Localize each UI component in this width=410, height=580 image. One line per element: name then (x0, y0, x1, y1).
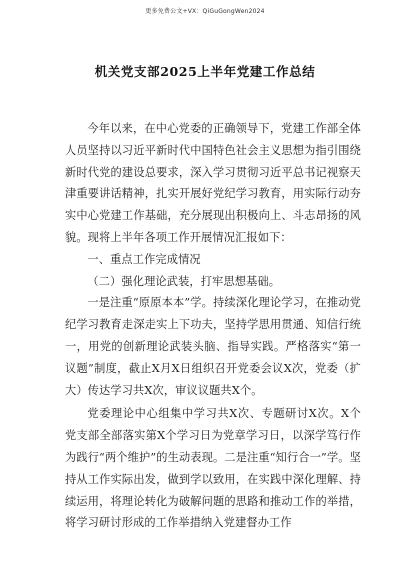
header-note: 更多免费公文+VX：QiGuGongWen2024 (145, 8, 265, 15)
paragraph-study-2: 党委理论中心组集中学习共X次、专题研讨X次。X个党支部全部落实第X个学习日为党章学习日，以深学笃行作为践行“两个维护”的生动表现。二是注重“知行合一”学。坚持从工作实际出发，做到学以致用，在实践中深化理解、持续运用，将理论转化为破解问题的思路和推动工作的举措，将学习研讨形成的工作举措纳入党建督办工作 (65, 407, 361, 530)
paragraph-study-1: 一是注重“原原本本”学。持续深化理论学习，在推动党纪学习教育走深走实上下功夫，坚持学思用贯通、知信行统一，用党的创新理论武装头脑、指导实践。严格落实“第一议题”制度，截止X月X日组织召开党委会议X次，党委（扩大）传达学习共X次，审议议题共X个。 (65, 296, 361, 397)
subsection-heading: （二）强化理论武装，打牢思想基础。 (87, 274, 281, 288)
document-body (65, 118, 361, 534)
paragraph-intro: 今年以来，在中心党委的正确领导下，党建工作部全体人员坚持以习近平新时代中国特色社会主义思想为指引围绕新时代党的建设总要求，深入学习贯彻习近平总书记视察天津重要讲话精神，扎实开展好党纪学习教育，用实际行动夯实中心党建工作基础，充分展现出积极向上、斗志昂扬的风貌。现将上半年各项工作开展情况汇报如下： (65, 122, 361, 244)
section-heading: 一、重点工作完成情况 (87, 252, 201, 266)
document-title: 机关党支部2025上半年党建工作总结 (94, 64, 316, 79)
